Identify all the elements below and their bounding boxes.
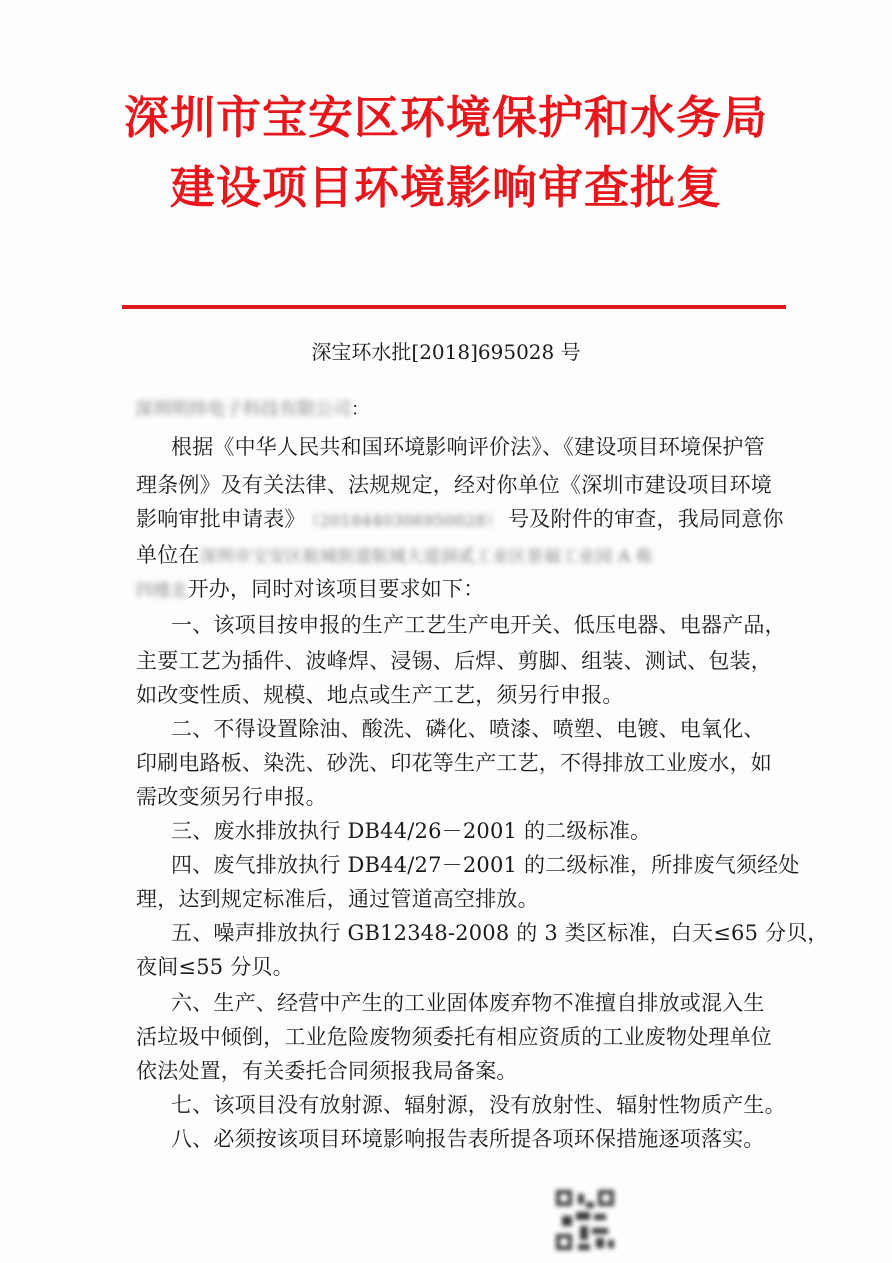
requirement-2: 二、不得设置除油、酸洗、磷化、喷漆、喷塑、电镀、电氧化、 bbox=[171, 717, 765, 741]
body-text: 单位在 bbox=[136, 543, 200, 567]
requirement-6: 六、生产、经营中产生的工业固体废弃物不准擅自排放或混入生 bbox=[171, 991, 765, 1015]
requirement-5-cont: 夜间≤55 分贝。 bbox=[136, 955, 294, 979]
body-line bbox=[136, 540, 653, 570]
requirement-2-cont: 印刷电路板、染洗、砂洗、印花等生产工艺，不得排放工业废水，如 bbox=[136, 751, 772, 775]
document-title: 建设项目环境影响审查批复 bbox=[169, 161, 722, 214]
requirement-1-cont: 如改变性质、规模、地点或生产工艺，须另行申报。 bbox=[136, 683, 624, 707]
issuer-title: 深圳市宝安区环境保护和水务局 bbox=[123, 91, 768, 144]
redacted-company-name: 深圳明炜电子科技有限公司 bbox=[135, 399, 351, 420]
body-line bbox=[136, 504, 784, 534]
body-text: 影响审批申请表》 bbox=[136, 507, 306, 531]
requirement-3: 三、废水排放执行 DB44/26－2001 的二级标准。 bbox=[171, 819, 652, 843]
requirement-2-cont: 需改变须另行申报。 bbox=[136, 785, 327, 809]
salutation bbox=[135, 396, 369, 424]
document-number: 深宝环水批[2018]695028 号 bbox=[311, 340, 581, 364]
body-text: 开办，同时对该项目要求如下： bbox=[187, 577, 485, 601]
requirement-1-cont: 主要工艺为插件、波峰焊、浸锡、后焊、剪脚、组装、测试、包装， bbox=[136, 649, 772, 673]
body-line bbox=[136, 574, 484, 604]
requirement-6-cont: 活垃圾中倾倒，工业危险废物须委托有相应资质的工业废物处理单位 bbox=[136, 1025, 772, 1049]
body-line: 理条例》及有关法律、法规规定，经对你单位《深圳市建设项目环境 bbox=[136, 473, 772, 497]
body-line: 根据《中华人民共和国环境影响评价法》、《建设项目环境保护管 bbox=[171, 435, 765, 459]
requirement-1: 一、该项目按申报的生产工艺生产电开关、低压电器、电器产品， bbox=[171, 613, 786, 637]
body-text: 号及附件的审查，我局同意你 bbox=[508, 507, 784, 531]
requirement-7: 七、该项目没有放射源、辐射源，没有放射性、辐射性物质产生。 bbox=[171, 1093, 786, 1117]
requirement-4-cont: 理，达到规定标准后，通过管道高空排放。 bbox=[136, 887, 539, 911]
salutation-colon: ： bbox=[351, 399, 369, 420]
requirement-8: 八、必须按该项目环境影响报告表所提各项环保措施逐项落实。 bbox=[171, 1127, 765, 1151]
requirement-4: 四、废气排放执行 DB44/27－2001 的二级标准，所排废气须经处 bbox=[171, 853, 800, 877]
redacted-application-number: （2018440306950028） bbox=[311, 511, 503, 530]
redacted-address: 深圳市宝安区航城街道航城大道洞贰工业区景福工业园 A 栋 bbox=[199, 547, 654, 567]
red-divider bbox=[122, 305, 786, 309]
requirement-5: 五、噪声排放执行 GB12348-2008 的 3 类区标准，白天≤65 分贝， bbox=[171, 921, 829, 945]
requirement-6-cont: 依法处置，有关委托合同须报我局备案。 bbox=[136, 1059, 518, 1083]
redacted-address-cont: 四楼北 bbox=[136, 581, 188, 601]
qr-code-icon bbox=[556, 1190, 614, 1250]
